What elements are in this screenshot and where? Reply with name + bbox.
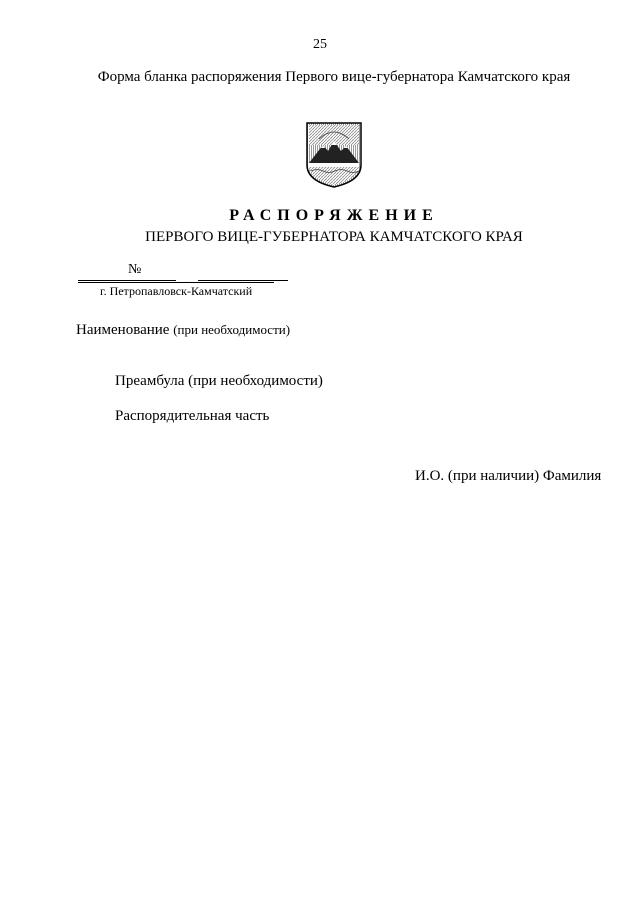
coat-of-arms-emblem bbox=[303, 121, 365, 189]
city-label: г. Петропавловск-Камчатский bbox=[100, 284, 253, 298]
signatory-name: И.О. (при наличии) Фамилия bbox=[415, 468, 602, 484]
naming-label: Наименование bbox=[76, 322, 170, 338]
date-blank-line bbox=[78, 262, 176, 281]
preamble-text: Преамбула (при необходимости) bbox=[115, 373, 323, 389]
document-naming bbox=[76, 322, 290, 339]
number-sign: № bbox=[128, 262, 142, 277]
page-number: 25 bbox=[313, 37, 327, 52]
operative-part-text: Распорядительная часть bbox=[115, 408, 270, 424]
document-type-heading: РАСПОРЯЖЕНИЕ bbox=[229, 207, 439, 224]
coat-of-arms-icon bbox=[303, 121, 365, 189]
naming-note: (при необходимости) bbox=[173, 322, 291, 337]
registration-divider bbox=[78, 282, 274, 283]
form-title: Форма бланка распоряжения Первого вице-губернатора Камчатского края bbox=[97, 69, 571, 85]
number-blank-line bbox=[198, 262, 288, 281]
issuer-heading: ПЕРВОГО ВИЦЕ-ГУБЕРНАТОРА КАМЧАТСКОГО КРАЯ bbox=[145, 229, 523, 245]
